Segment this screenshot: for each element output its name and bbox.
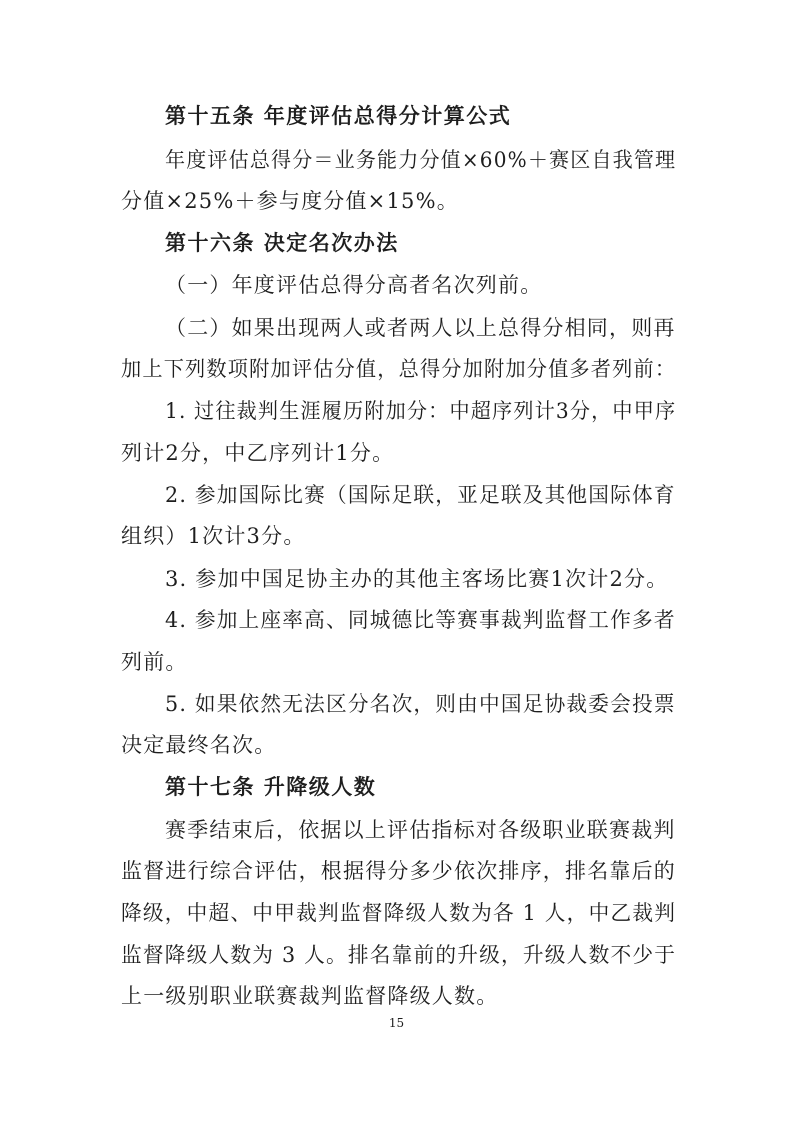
article-16-item-2-line: （二）如果出现两人或者两人以上总得分相同，则再 — [165, 316, 676, 340]
article-16-sub-4-line: 列前。 — [121, 650, 188, 674]
article-16-sub-2-line: 组织）1次计3分。 — [121, 524, 306, 548]
article-17-text-line: 赛季结束后，依据以上评估指标对各级职业联赛裁判 — [165, 818, 676, 842]
article-15-text-line: 年度评估总得分＝业务能力分值×60%＋赛区自我管理 — [165, 148, 677, 172]
article-17-text-line: 降级，中超、中甲裁判监督降级人数为各 1 人，中乙裁判 — [121, 901, 677, 925]
article-16-sub-5-line: 决定最终名次。 — [121, 733, 277, 757]
article-16-item-2-line: 加上下列数项附加评估分值，总得分加附加分值多者列前： — [121, 357, 677, 381]
article-16-sub-2-line: 2. 参加国际比赛（国际足联，亚足联及其他国际体育 — [165, 483, 676, 507]
article-16-sub-4-line: 4. 参加上座率高、同城德比等赛事裁判监督工作多者 — [165, 608, 676, 632]
article-15-text-line: 分值×25%＋参与度分值×15%。 — [121, 189, 459, 213]
article-17-text-line: 监督进行综合评估，根据得分多少依次排序，排名靠后的 — [121, 859, 676, 883]
article-16-sub-3: 3. 参加中国足协主办的其他主客场比赛1次计2分。 — [165, 567, 669, 591]
article-17-heading: 第十七条 升降级人数 — [165, 775, 377, 799]
article-16-sub-1-line: 1. 过往裁判生涯履历附加分：中超序列计3分，中甲序 — [165, 399, 677, 423]
article-16-heading: 第十六条 决定名次办法 — [165, 231, 399, 255]
article-16-item-1: （一）年度评估总得分高者名次列前。 — [165, 273, 543, 297]
page-number: 15 — [388, 1016, 405, 1030]
article-16-sub-5-line: 5. 如果依然无法区分名次，则由中国足协裁委会投票 — [165, 692, 676, 716]
article-17-text-line: 上一级别职业联赛裁判监督降级人数。 — [121, 984, 499, 1008]
article-15-heading: 第十五条 年度评估总得分计算公式 — [165, 104, 512, 128]
article-17-text-line: 监督降级人数为 3 人。排名靠前的升级，升级人数不少于 — [121, 943, 677, 967]
article-16-sub-1-line: 列计2分，中乙序列计1分。 — [121, 441, 395, 465]
